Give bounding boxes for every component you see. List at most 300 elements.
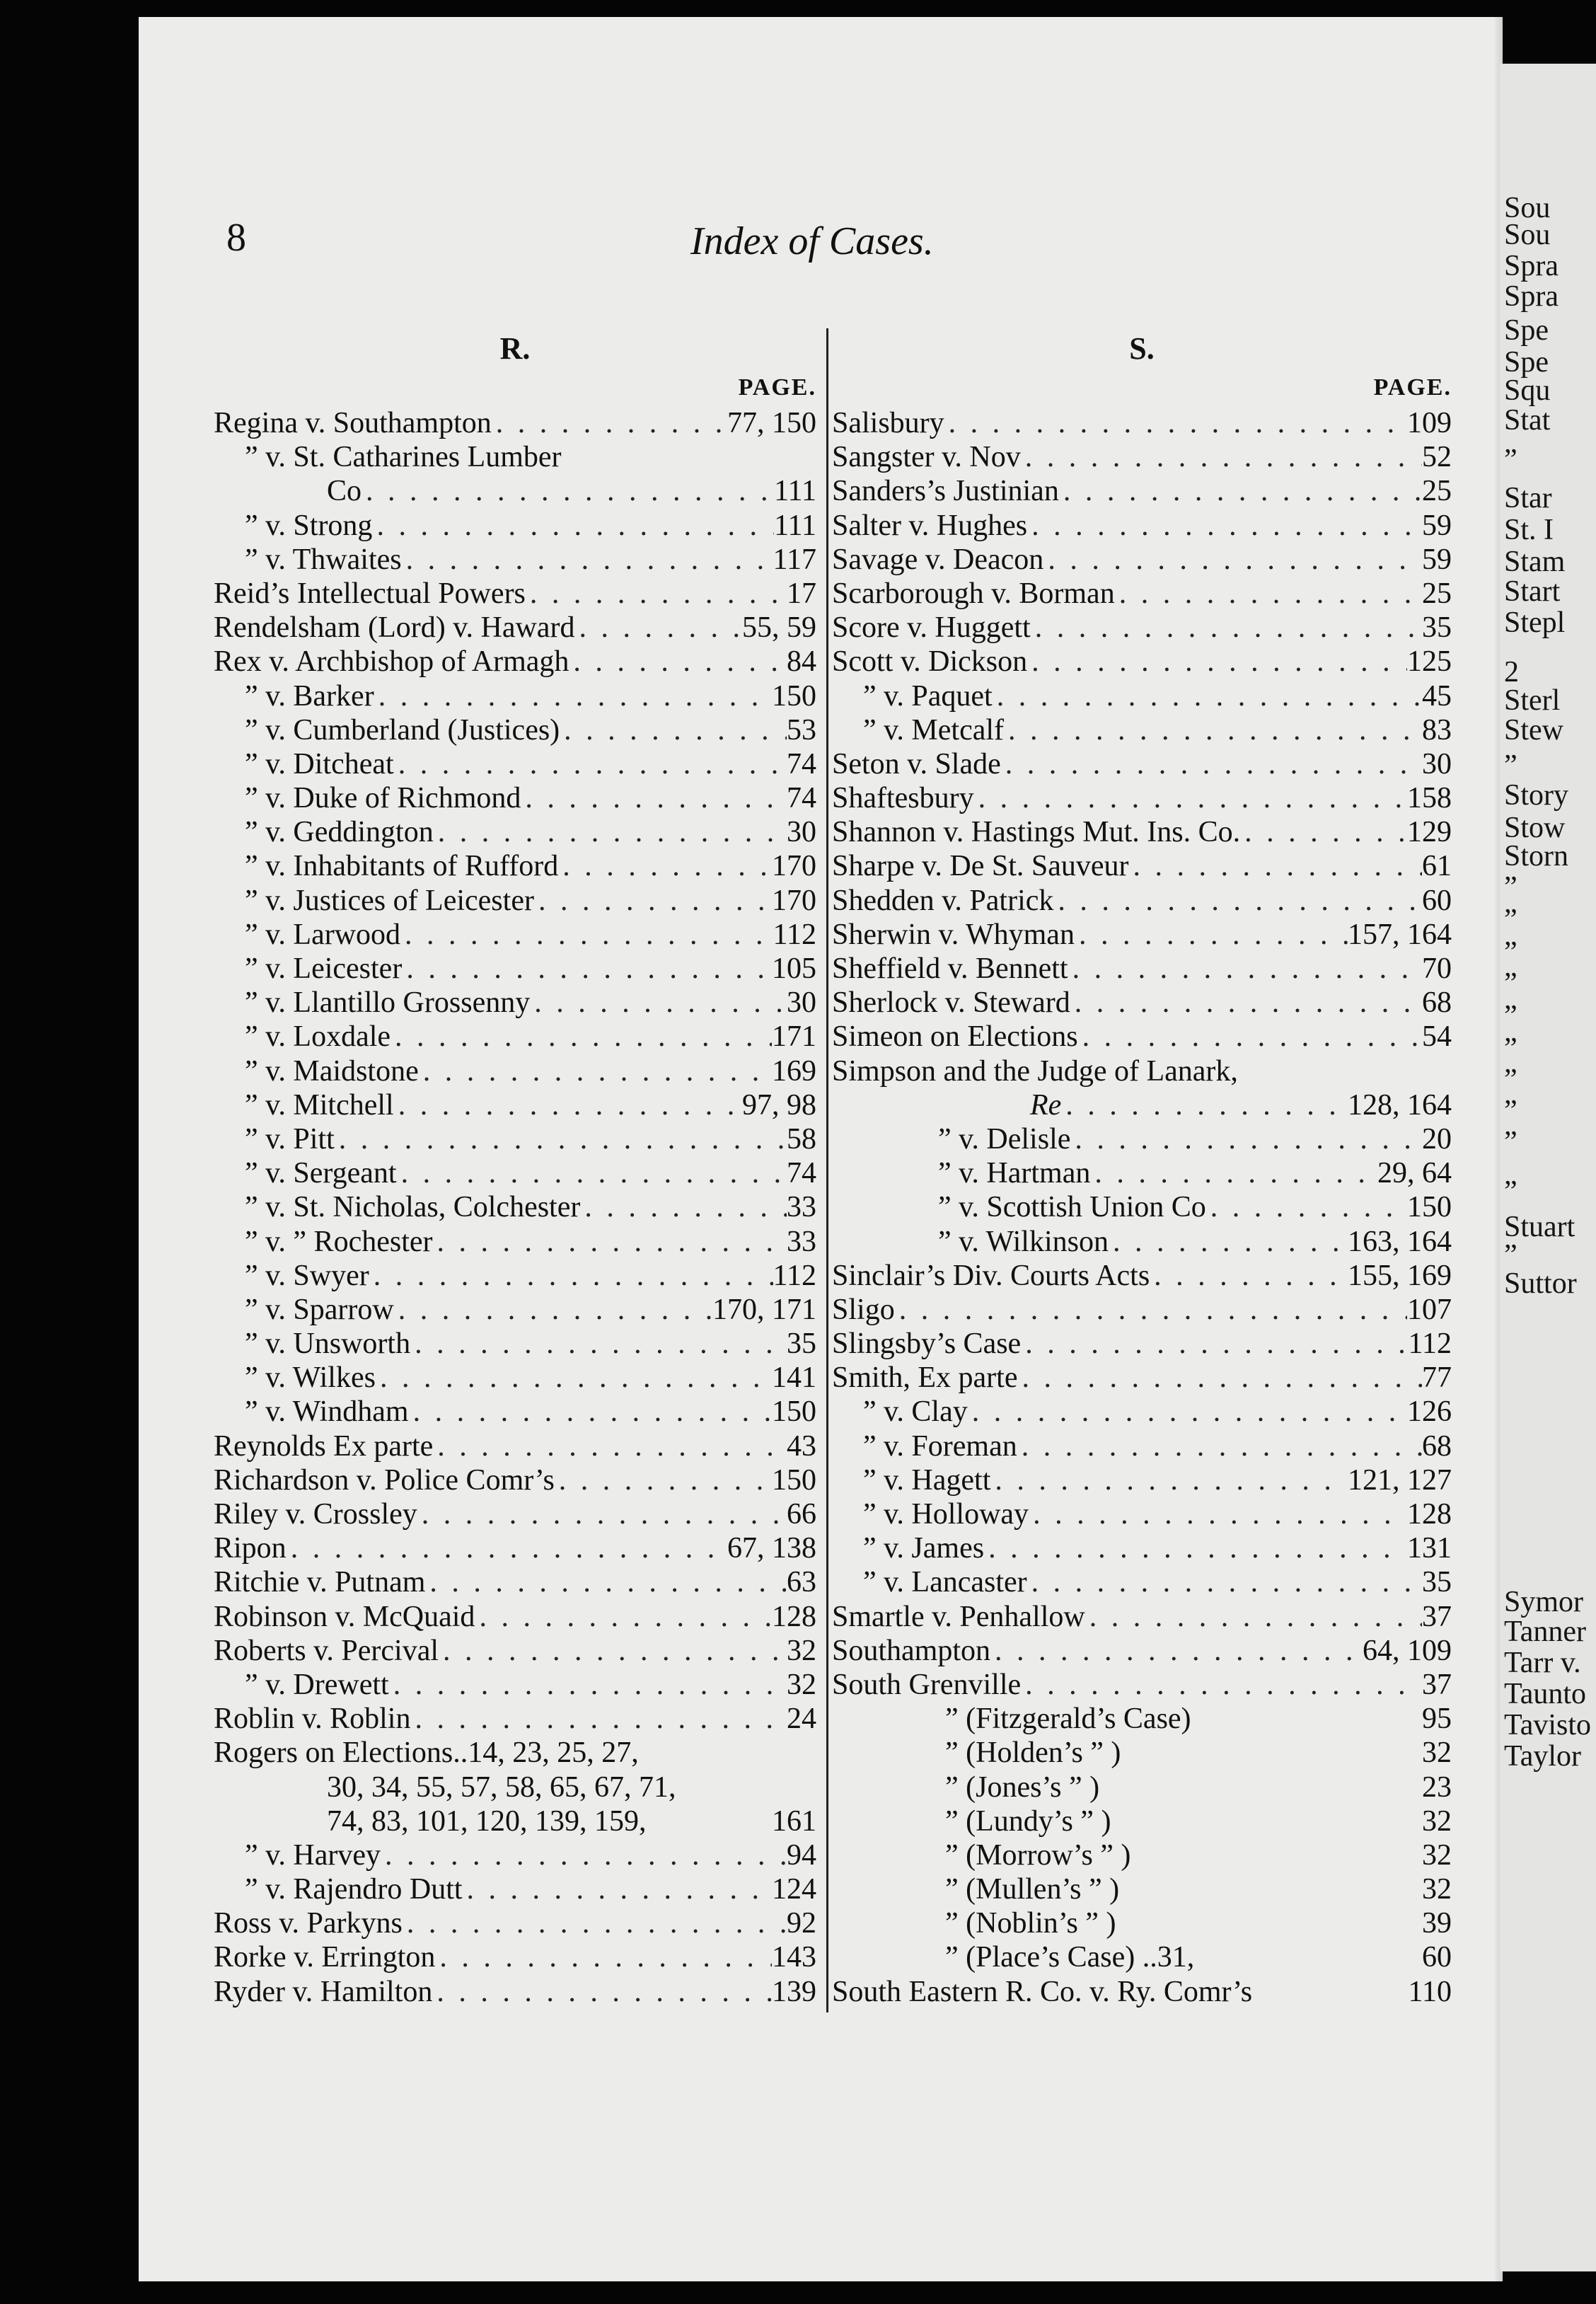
entry-case-name: ” v. Paquet bbox=[863, 679, 993, 713]
index-entry bbox=[214, 1259, 816, 1293]
entry-case-name: Sherlock v. Steward bbox=[832, 986, 1070, 1020]
page-number: 8 bbox=[226, 216, 246, 260]
index-entry bbox=[832, 1293, 1452, 1327]
index-entry bbox=[214, 406, 816, 440]
entry-case-name: ” v. Ditcheat bbox=[245, 747, 394, 781]
entry-case-name: Sherwin v. Whyman bbox=[832, 918, 1075, 951]
index-entry bbox=[214, 1736, 816, 1770]
entry-page-ref: 150 bbox=[772, 1463, 816, 1497]
leader-dots bbox=[993, 679, 1422, 713]
index-entry bbox=[214, 1020, 816, 1054]
facing-page-fragment: Stepl bbox=[1504, 606, 1566, 639]
entry-page-ref: 58 bbox=[787, 1122, 816, 1156]
index-entry bbox=[214, 1429, 816, 1463]
entry-page-ref: 110 bbox=[1408, 1975, 1452, 2008]
facing-page-fragment: Start bbox=[1504, 575, 1561, 608]
entry-case-name: Rex v. Archbishop of Armagh bbox=[214, 645, 569, 679]
index-entry bbox=[832, 1804, 1452, 1838]
entry-page-ref: 68 bbox=[1422, 1429, 1452, 1463]
entry-case-name: Salisbury bbox=[832, 407, 944, 439]
running-head-title: Index of Cases. bbox=[690, 219, 934, 263]
leader-dots bbox=[569, 645, 787, 679]
index-entry bbox=[214, 1497, 816, 1531]
facing-page-fragment: ” bbox=[1504, 1126, 1517, 1158]
entry-page-ref: 29, 64 bbox=[1377, 1157, 1452, 1190]
leader-dots bbox=[990, 1634, 1363, 1668]
index-entry bbox=[214, 1804, 816, 1838]
entry-case-name: Shedden v. Patrick bbox=[832, 884, 1054, 917]
leader-dots bbox=[1031, 611, 1422, 645]
leader-dots bbox=[402, 952, 772, 986]
index-entry bbox=[832, 406, 1452, 440]
entry-case-name: ” v. Sergeant bbox=[245, 1157, 397, 1190]
leader-dots bbox=[1021, 1668, 1422, 1702]
index-entry bbox=[214, 1531, 816, 1565]
entry-case-name: 74, 83, 101, 120, 139, 159, bbox=[327, 1804, 647, 1838]
entry-case-name: ” v. Cumberland (Justices) bbox=[245, 713, 560, 747]
index-entry bbox=[832, 1906, 1452, 1940]
index-entry bbox=[214, 986, 816, 1020]
facing-page-fragment: Tanner bbox=[1504, 1615, 1586, 1648]
entry-case-name: Smith, Ex parte bbox=[832, 1361, 1018, 1395]
index-entry bbox=[832, 1975, 1452, 2009]
leader-dots bbox=[394, 747, 787, 781]
entry-case-name: Reid’s Intellectual Powers bbox=[214, 577, 526, 610]
index-entry bbox=[214, 543, 816, 577]
leader-dots bbox=[530, 986, 787, 1020]
entry-page-ref: 30 bbox=[787, 986, 816, 1020]
entry-case-name: ” v. Scottish Union Co bbox=[938, 1191, 1206, 1224]
index-entry bbox=[832, 1361, 1452, 1395]
facing-page-fragment: Sou bbox=[1504, 192, 1551, 224]
leader-dots bbox=[439, 1634, 787, 1668]
index-entry bbox=[832, 1463, 1452, 1497]
leader-dots bbox=[990, 1463, 1348, 1497]
entry-case-name: ” v. Foreman bbox=[863, 1429, 1017, 1463]
leader-dots bbox=[1150, 1259, 1348, 1293]
entry-page-ref: 171 bbox=[772, 1020, 816, 1054]
entry-case-name: ” v. Unsworth bbox=[245, 1327, 411, 1361]
leader-dots bbox=[492, 406, 727, 440]
facing-page-fragment: Spra bbox=[1504, 250, 1559, 282]
entry-page-ref: 143 bbox=[772, 1941, 816, 1974]
entry-page-ref: 67, 138 bbox=[727, 1532, 816, 1565]
column-divider bbox=[826, 328, 828, 2012]
entry-case-name: ” (Noblin’s ” ) bbox=[945, 1907, 1116, 1940]
entry-case-name: Riley v. Crossley bbox=[214, 1498, 417, 1531]
section-letter-r: R. bbox=[499, 331, 531, 366]
entry-case-name: Rogers on Elections..14, 23, 25, 27, bbox=[214, 1736, 639, 1770]
entry-case-name: ” v. Holloway bbox=[863, 1498, 1029, 1531]
leader-dots bbox=[394, 1088, 742, 1122]
facing-page-edge bbox=[1500, 64, 1596, 2271]
entry-case-name: ” v. Maidstone bbox=[245, 1054, 419, 1088]
leader-dots bbox=[369, 1259, 773, 1293]
entry-page-ref: 158 bbox=[1407, 782, 1452, 815]
entry-case-name: ” v. James bbox=[863, 1532, 985, 1565]
entry-page-ref: 61 bbox=[1422, 850, 1452, 883]
entry-case-name: Ross v. Parkyns bbox=[214, 1907, 403, 1940]
entry-page-ref: 121, 127 bbox=[1348, 1463, 1452, 1497]
entry-case-name: ” v. St. Nicholas, Colchester bbox=[245, 1191, 581, 1224]
facing-page-fragment: Symor bbox=[1504, 1586, 1584, 1618]
facing-page-fragment: ” bbox=[1504, 1032, 1517, 1065]
leader-dots bbox=[1061, 1088, 1348, 1122]
leader-dots bbox=[409, 1395, 772, 1429]
facing-page-fragment: ” bbox=[1504, 1175, 1517, 1208]
index-entry bbox=[832, 884, 1452, 918]
index-entry bbox=[214, 1838, 816, 1872]
entry-page-ref: 32 bbox=[1422, 1838, 1452, 1872]
leader-dots bbox=[1059, 474, 1422, 508]
leader-dots bbox=[403, 1906, 787, 1940]
entry-page-ref: 94 bbox=[787, 1838, 816, 1872]
entry-page-ref: 157, 164 bbox=[1348, 918, 1452, 951]
entry-page-ref: 170, 171 bbox=[712, 1293, 816, 1326]
entry-case-name: Richardson v. Police Comr’s bbox=[214, 1463, 555, 1497]
leader-dots bbox=[534, 884, 772, 918]
entry-case-name: ” v. Mitchell bbox=[245, 1088, 394, 1122]
entry-page-ref: 55, 59 bbox=[742, 611, 816, 645]
leader-dots bbox=[1090, 1156, 1377, 1190]
leader-dots bbox=[1021, 440, 1422, 474]
leader-dots bbox=[400, 918, 773, 952]
leader-dots bbox=[435, 1940, 772, 1974]
leader-dots bbox=[1027, 509, 1422, 543]
index-entry bbox=[832, 1259, 1452, 1293]
entry-case-name: ” v. Swyer bbox=[245, 1259, 369, 1292]
leader-dots bbox=[944, 406, 1407, 440]
index-entry bbox=[832, 713, 1452, 747]
leader-dots bbox=[1109, 1225, 1348, 1259]
entry-case-name: Sheffield v. Bennett bbox=[832, 952, 1068, 985]
facing-page-fragment: ” bbox=[1504, 936, 1517, 969]
entry-page-ref: 131 bbox=[1407, 1532, 1452, 1565]
index-entry bbox=[832, 1156, 1452, 1190]
leader-dots bbox=[895, 1293, 1407, 1327]
index-entry bbox=[214, 1940, 816, 1974]
entry-page-ref: 74 bbox=[787, 1157, 816, 1190]
entry-page-ref: 97, 98 bbox=[742, 1088, 816, 1122]
leader-dots bbox=[1078, 1020, 1422, 1054]
index-entry bbox=[832, 474, 1452, 508]
facing-page-fragment: St. I bbox=[1504, 514, 1554, 546]
index-entry bbox=[214, 1054, 816, 1088]
index-entry bbox=[832, 952, 1452, 986]
index-entry bbox=[832, 611, 1452, 645]
index-entry bbox=[832, 986, 1452, 1020]
facing-page-fragment: ” bbox=[1504, 1239, 1517, 1272]
index-entry bbox=[832, 815, 1452, 849]
entry-page-ref: 129 bbox=[1407, 816, 1452, 849]
entry-case-name: Score v. Huggett bbox=[832, 611, 1031, 645]
entry-page-ref: 112 bbox=[1408, 1327, 1452, 1361]
facing-page-fragment: Tavisto bbox=[1504, 1709, 1592, 1741]
index-entry bbox=[214, 440, 816, 474]
entry-case-name: ” (Mullen’s ” ) bbox=[945, 1873, 1120, 1906]
entry-page-ref: 170 bbox=[772, 850, 816, 883]
entry-case-name: Southampton bbox=[832, 1634, 991, 1667]
index-entry bbox=[214, 1634, 816, 1668]
leader-dots bbox=[434, 815, 787, 849]
index-entry bbox=[832, 1634, 1452, 1668]
index-entry bbox=[832, 1225, 1452, 1259]
entry-case-name: ” v. Loxdale bbox=[245, 1020, 391, 1054]
leader-dots bbox=[1068, 952, 1422, 986]
facing-page-fragment: Storn bbox=[1504, 840, 1569, 872]
index-entry bbox=[832, 1327, 1452, 1361]
entry-page-ref: 60 bbox=[1422, 884, 1452, 917]
entry-case-name: ” v. Hartman bbox=[938, 1157, 1091, 1190]
entry-case-name: ” v. Geddington bbox=[245, 816, 434, 849]
entry-page-ref: 37 bbox=[1422, 1600, 1452, 1633]
index-entry bbox=[214, 1361, 816, 1395]
index-entry bbox=[214, 952, 816, 986]
index-entry bbox=[214, 884, 816, 918]
entry-page-ref: 35 bbox=[1422, 611, 1452, 645]
leader-dots bbox=[1029, 1497, 1407, 1531]
leader-dots bbox=[381, 1838, 787, 1872]
index-entry bbox=[214, 1395, 816, 1429]
leader-dots bbox=[1070, 986, 1422, 1020]
entry-case-name: ” v. Hagett bbox=[863, 1463, 991, 1497]
entry-case-name: ” v. Harvey bbox=[245, 1838, 381, 1872]
page-column-heading: PAGE. bbox=[738, 374, 816, 401]
entry-page-ref: 25 bbox=[1422, 475, 1452, 508]
entry-page-ref: 32 bbox=[1422, 1736, 1452, 1770]
leader-dots bbox=[1017, 1429, 1422, 1463]
entry-case-name: ” v. Barker bbox=[245, 679, 374, 713]
entry-case-name: Sanders’s Justinian bbox=[832, 475, 1059, 508]
entry-page-ref: 150 bbox=[772, 679, 816, 713]
entry-page-ref: 25 bbox=[1422, 577, 1452, 610]
entry-page-ref: 95 bbox=[1422, 1703, 1452, 1736]
index-entry bbox=[214, 1668, 816, 1702]
facing-page-fragment: Suttor bbox=[1504, 1267, 1577, 1300]
entry-page-ref: 32 bbox=[787, 1634, 816, 1667]
leader-dots bbox=[419, 1054, 772, 1088]
entry-case-name: Re bbox=[1030, 1088, 1062, 1122]
leader-dots bbox=[1075, 918, 1348, 952]
facing-page-fragment: Stow bbox=[1504, 812, 1566, 844]
entry-page-ref: 30 bbox=[787, 816, 816, 849]
index-entry bbox=[832, 1702, 1452, 1736]
entry-page-ref: 35 bbox=[787, 1327, 816, 1361]
entry-case-name: ” v. Leicester bbox=[245, 952, 403, 985]
index-entry bbox=[832, 918, 1452, 952]
facing-page-fragment: Spra bbox=[1504, 280, 1559, 313]
entry-page-ref: 33 bbox=[787, 1191, 816, 1224]
facing-page-fragment: ” bbox=[1504, 871, 1517, 904]
entry-page-ref: 141 bbox=[772, 1361, 816, 1395]
index-entry bbox=[214, 815, 816, 849]
facing-page-fragment: Stew bbox=[1504, 714, 1563, 747]
entry-page-ref: 77 bbox=[1422, 1361, 1452, 1395]
leader-dots bbox=[433, 1429, 787, 1463]
leader-dots bbox=[389, 1668, 787, 1702]
index-column-s bbox=[832, 328, 1452, 2009]
entry-page-ref: 112 bbox=[773, 1259, 816, 1292]
entry-case-name: Sangster v. Nov bbox=[832, 441, 1021, 474]
entry-case-name: Scott v. Dickson bbox=[832, 645, 1028, 679]
entry-page-ref: 59 bbox=[1422, 509, 1452, 542]
facing-page-fragment: Taunto bbox=[1504, 1678, 1587, 1710]
facing-page-fragment: ” bbox=[1504, 967, 1517, 1000]
entry-page-ref: 128 bbox=[772, 1600, 816, 1633]
entry-case-name: ” v. Justices of Leicester bbox=[245, 884, 534, 917]
index-entry bbox=[214, 611, 816, 645]
entry-page-ref: 68 bbox=[1422, 986, 1452, 1020]
entry-case-name: Smartle v. Penhallow bbox=[832, 1600, 1085, 1633]
leader-dots bbox=[1070, 1122, 1422, 1156]
index-entry bbox=[214, 1156, 816, 1190]
index-entry bbox=[214, 781, 816, 815]
entry-case-name: ” v. Pitt bbox=[245, 1122, 335, 1156]
facing-page-fragment: ” bbox=[1504, 1095, 1517, 1127]
entry-case-name: ” v. Lancaster bbox=[863, 1566, 1027, 1599]
leader-dots bbox=[463, 1872, 772, 1906]
index-entry bbox=[214, 1122, 816, 1156]
entry-page-ref: 170 bbox=[772, 884, 816, 917]
index-entry bbox=[214, 1565, 816, 1599]
index-entry bbox=[832, 747, 1452, 781]
entry-case-name: Ryder v. Hamilton bbox=[214, 1975, 433, 2008]
entry-page-ref: 30 bbox=[1422, 747, 1452, 781]
leader-dots bbox=[974, 781, 1407, 815]
leader-dots bbox=[1043, 543, 1422, 577]
leader-dots bbox=[1085, 1600, 1422, 1634]
leader-dots bbox=[335, 1122, 787, 1156]
leader-dots bbox=[1001, 747, 1422, 781]
index-entry bbox=[214, 747, 816, 781]
entry-page-ref: 43 bbox=[787, 1429, 816, 1463]
entry-page-ref: 24 bbox=[787, 1703, 816, 1736]
entry-page-ref: 128 bbox=[1407, 1498, 1452, 1531]
facing-page-fragment: Squ bbox=[1504, 374, 1551, 407]
entry-page-ref: 23 bbox=[1422, 1770, 1452, 1804]
entry-page-ref: 63 bbox=[787, 1566, 816, 1599]
leader-dots bbox=[1115, 577, 1422, 611]
facing-page-fragment: Stat bbox=[1504, 404, 1551, 437]
leader-dots bbox=[362, 474, 774, 508]
entry-page-ref: 35 bbox=[1422, 1566, 1452, 1599]
entry-case-name: ” (Holden’s ” ) bbox=[945, 1736, 1121, 1770]
index-entry bbox=[214, 509, 816, 543]
entry-case-name: 30, 34, 55, 57, 58, 65, 67, 71, bbox=[327, 1770, 676, 1804]
entry-case-name: Ripon bbox=[214, 1532, 287, 1565]
entry-page-ref: 150 bbox=[1407, 1191, 1452, 1224]
entry-case-name: ” v. Inhabitants of Rufford bbox=[245, 850, 559, 883]
index-entry bbox=[214, 1293, 816, 1327]
index-entry bbox=[214, 1327, 816, 1361]
index-entry bbox=[214, 1190, 816, 1224]
entry-page-ref: 169 bbox=[772, 1054, 816, 1088]
entry-page-ref: 37 bbox=[1422, 1668, 1452, 1701]
entry-case-name: Robinson v. McQuaid bbox=[214, 1600, 475, 1633]
entry-case-name: Reynolds Ex parte bbox=[214, 1429, 434, 1463]
entry-page-ref: 112 bbox=[773, 918, 816, 951]
entry-case-name: Rendelsham (Lord) v. Haward bbox=[214, 611, 575, 645]
index-entry bbox=[832, 645, 1452, 679]
entry-list-s bbox=[832, 406, 1452, 2009]
entry-page-ref: 52 bbox=[1422, 441, 1452, 474]
entry-page-ref: 74 bbox=[787, 782, 816, 815]
index-entry bbox=[832, 1190, 1452, 1224]
leader-dots bbox=[1206, 1190, 1407, 1224]
entry-case-name: ” (Fitzgerald’s Case) bbox=[945, 1703, 1191, 1736]
leader-dots bbox=[410, 1702, 787, 1736]
index-entry bbox=[214, 1702, 816, 1736]
leader-dots bbox=[417, 1497, 787, 1531]
leader-dots bbox=[1027, 645, 1407, 679]
section-letter-s: S. bbox=[1129, 331, 1155, 366]
entry-page-ref: 39 bbox=[1422, 1907, 1452, 1940]
index-entry bbox=[214, 1872, 816, 1906]
leader-dots bbox=[376, 1361, 772, 1395]
entry-case-name: Savage v. Deacon bbox=[832, 543, 1044, 576]
entry-page-ref: 32 bbox=[1422, 1804, 1452, 1838]
facing-page-fragment: Spe bbox=[1504, 314, 1549, 347]
leader-dots bbox=[1027, 1565, 1422, 1599]
entry-case-name: ” v. Metcalf bbox=[863, 713, 1005, 747]
entry-case-name: Ritchie v. Putnam bbox=[214, 1566, 426, 1599]
index-entry bbox=[832, 1565, 1452, 1599]
index-entry bbox=[832, 1531, 1452, 1565]
index-entry bbox=[832, 1940, 1452, 1974]
index-entry bbox=[832, 1395, 1452, 1429]
index-entry bbox=[832, 1600, 1452, 1634]
leader-dots bbox=[425, 1565, 787, 1599]
entry-case-name: ” v. Rajendro Dutt bbox=[245, 1873, 463, 1906]
index-entry bbox=[832, 1497, 1452, 1531]
entry-case-name: Simpson and the Judge of Lanark, bbox=[832, 1054, 1238, 1088]
index-entry bbox=[832, 1020, 1452, 1054]
entry-case-name: ” v. Strong bbox=[245, 509, 373, 542]
entry-case-name: ” v. ” Rochester bbox=[245, 1225, 433, 1258]
entry-page-ref: 33 bbox=[787, 1225, 816, 1258]
leader-dots bbox=[394, 1293, 712, 1327]
entry-page-ref: 66 bbox=[787, 1498, 816, 1531]
leader-dots bbox=[287, 1531, 727, 1565]
entry-case-name: ” v. Wilkinson bbox=[938, 1225, 1109, 1258]
leader-dots bbox=[397, 1156, 787, 1190]
index-entry bbox=[214, 849, 816, 883]
index-entry bbox=[214, 645, 816, 679]
facing-page-fragment: Spe bbox=[1504, 346, 1549, 379]
entry-page-ref: 54 bbox=[1422, 1020, 1452, 1054]
entry-case-name: ” v. Wilkes bbox=[245, 1361, 376, 1395]
entry-case-name: ” v. Duke of Richmond bbox=[245, 782, 521, 815]
entry-page-ref: 77, 150 bbox=[727, 407, 816, 439]
entry-page-ref: 70 bbox=[1422, 952, 1452, 985]
leader-dots bbox=[558, 849, 772, 883]
leader-dots bbox=[521, 781, 787, 815]
entry-page-ref: 109 bbox=[1407, 407, 1452, 439]
index-entry bbox=[214, 1770, 816, 1804]
entry-page-ref: 53 bbox=[787, 713, 816, 747]
entry-case-name: Slingsby’s Case bbox=[832, 1327, 1022, 1361]
leader-dots bbox=[433, 1225, 787, 1259]
entry-case-name: South Eastern R. Co. v. Ry. Comr’s bbox=[832, 1975, 1253, 2008]
index-entry bbox=[832, 1872, 1452, 1906]
entry-page-ref: 84 bbox=[787, 645, 816, 679]
entry-page-ref: 92 bbox=[787, 1907, 816, 1940]
entry-page-ref: 161 bbox=[772, 1804, 816, 1838]
entry-case-name: ” (Place’s Case) ..31, bbox=[945, 1941, 1195, 1974]
facing-page-fragment: Star bbox=[1504, 482, 1552, 514]
leader-dots bbox=[402, 543, 773, 577]
facing-page-fragment: 2 bbox=[1504, 656, 1519, 689]
